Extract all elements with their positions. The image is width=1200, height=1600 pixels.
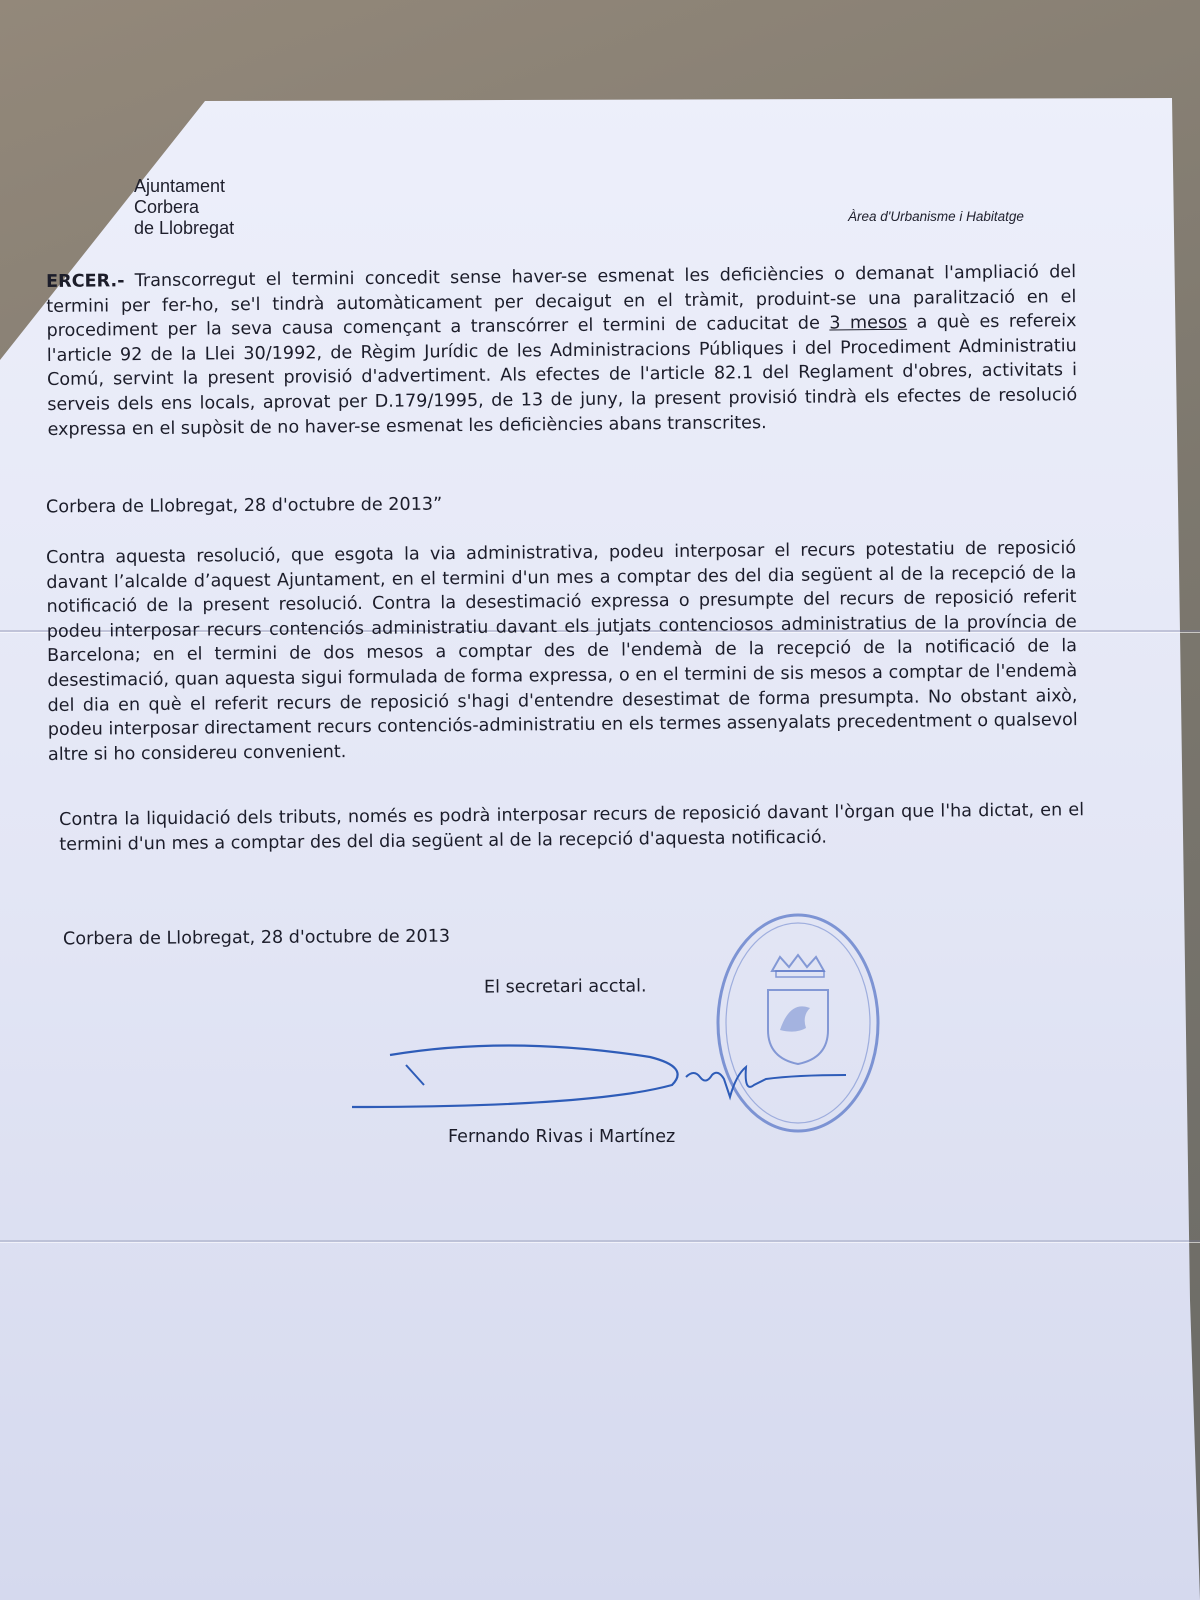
page-fold-line [0, 1240, 1200, 1242]
paragraph-text-part-a: Transcorregut el termini concedit sense haver-se esmenat les deficiències o demanat l'ampliació del termini per fer-ho, se'l tindrà automàticament per decaigut en el tràmit, produint-se una paralització en el procediment per la seva causa començant a transcórrer el termini de caducitat de [46, 262, 1077, 342]
department-name: Àrea d'Urbanisme i Habitatge [848, 209, 1024, 224]
handwritten-signature [350, 1035, 910, 1115]
appeal-paragraph: Contra aquesta resolució, que esgota la via administrativa, podeu interposar el recurs potestatiu de reposició davant l’alcalde d’aquest Ajuntament, en el termini d'un mes a comptar des del dia següent al de la recepció de la notificació de la present resolució. Contra la desestimació expressa o presumpte del recurs de reposició referit podeu interposar recurs contenciós administratiu davant els jutjats contenciosos administratius de la província de Barcelona; en el termini de dos mesos a comptar des de l'endemà de la recepció de la notificació de la desestimació, quan aquesta sigui formulada de forma expressa, o en el termini de sis mesos a comptar de l'endemà del dia en què el referit recurs de reposició s'hagi d'entendre desestimat de forma presumpta. No obstant això, podeu interposar directament recurs contenciós-administratiu en els termes assenyalats precedentment o qualsevol altre si ho considereu convenient. [46, 538, 1078, 765]
signatory-name: Fernando Rivas i Martínez [448, 1127, 676, 1147]
letterhead-line-1: Ajuntament [134, 176, 226, 196]
tax-appeal-paragraph: Contra la liquidació dels tributs, només es podrà interposar recurs de reposició davant l'òrgan que l'ha dictat, en el termini d'un mes a comptar des del dia següent al de la recepció d'aquesta notificació. [59, 800, 1085, 855]
letterhead-line-2: Corbera [134, 197, 200, 217]
paragraph-text-part-b: a què es refereix l'article 92 de la Llei 30/1992, de Règim Jurídic de les Administracions Públiques i del Procediment Administratiu Comú, servint la present provisió d'advertiment. Als efectes de l'article 82.1 del Reglament d'obres, activitats i serveis dels ens locals, aprovat per D.179/1995, de 13 de juny, la present provisió tindrà els efectes de resolució expressa en el supòsit de no haver-se esmenat les deficiències abans transcrites. [46, 311, 1078, 440]
paragraph-heading: ERCER.- [46, 271, 125, 292]
paragraph-tercer [46, 260, 1078, 442]
signature-date-line: Corbera de Llobregat, 28 d'octubre de 2013 [62, 926, 451, 950]
letterhead-logo [134, 176, 234, 239]
quoted-date-line: Corbera de Llobregat, 28 d'octubre de 2013” [45, 494, 443, 518]
letterhead-line-3: de Llobregat [134, 218, 235, 238]
signatory-title: El secretari acctal. [483, 976, 647, 998]
underlined-term: 3 mesos [829, 312, 908, 334]
